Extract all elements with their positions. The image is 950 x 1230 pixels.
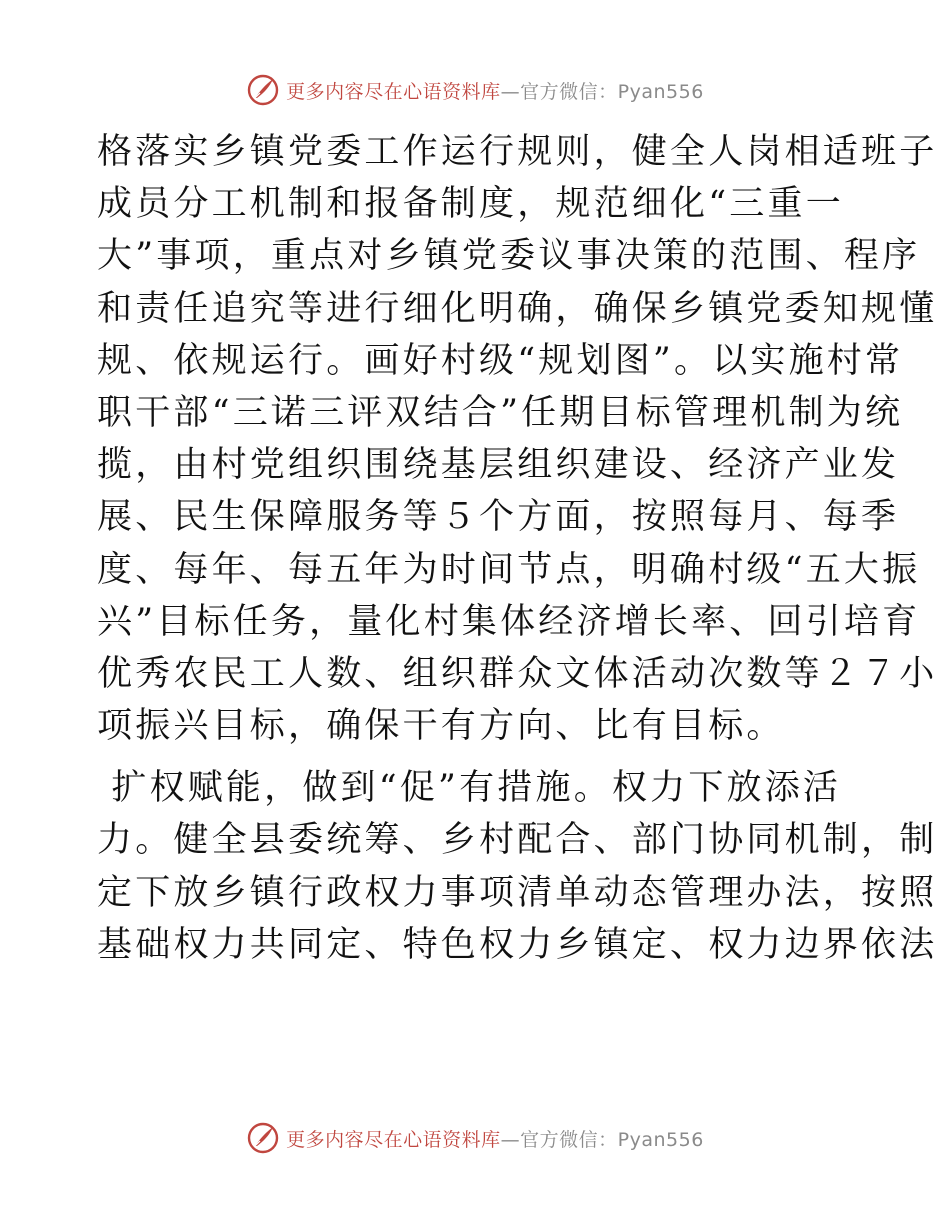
text-line: 基础权力共同定、特色权力乡镇定、权力边界依法: [97, 924, 938, 965]
watermark-text: 更多内容尽在心语资料库—官方微信：Pyan556: [286, 1128, 704, 1151]
text-line: 职干部“三诺三评双结合”任期目标管理机制为统: [97, 392, 904, 433]
footer-watermark: [0, 1118, 950, 1158]
body-text: [97, 126, 938, 971]
text-line: 格落实乡镇党委工作运行规则，健全人岗相适班子: [97, 132, 938, 172]
text-line: 成员分工机制和报备制度，规范细化“三重一: [97, 184, 844, 225]
quill-logo-icon: [246, 1121, 280, 1155]
text-line: 扩权赋能，做到“促”有措施。权力下放添活: [97, 768, 842, 809]
text-line: 兴”目标任务，量化村集体经济增长率、回引培育: [97, 601, 921, 642]
text-line: 展、民生保障服务等５个方面，按照每月、每季: [97, 497, 900, 538]
text-line: 规、依规运行。画好村级“规划图”。以实施村常: [97, 340, 904, 381]
text-line: 和责任追究等进行细化明确，确保乡镇党委知规懂: [97, 288, 938, 329]
text-line: 揽，由村党组织围绕基层组织建设、经济产业发: [97, 445, 900, 486]
paragraph-gap: [97, 752, 857, 762]
quill-logo-icon: [246, 73, 280, 107]
text-line: 大”事项，重点对乡镇党委议事决策的范围、程序: [97, 236, 921, 277]
text-line: 度、每年、每五年为时间节点，明确村级“五大振: [97, 549, 921, 590]
watermark-text: 更多内容尽在心语资料库—官方微信：Pyan556: [286, 80, 704, 103]
text-line: 项振兴目标，确保干有方向、比有目标。: [97, 706, 785, 747]
text-line: 力。健全县委统筹、乡村配合、部门协同机制，制: [97, 820, 938, 861]
text-line: 定下放乡镇行政权力事项清单动态管理办法，按照: [97, 872, 938, 913]
header-watermark: [0, 70, 950, 110]
text-line: 优秀农民工人数、组织群众文体活动次数等２７小: [97, 653, 938, 694]
